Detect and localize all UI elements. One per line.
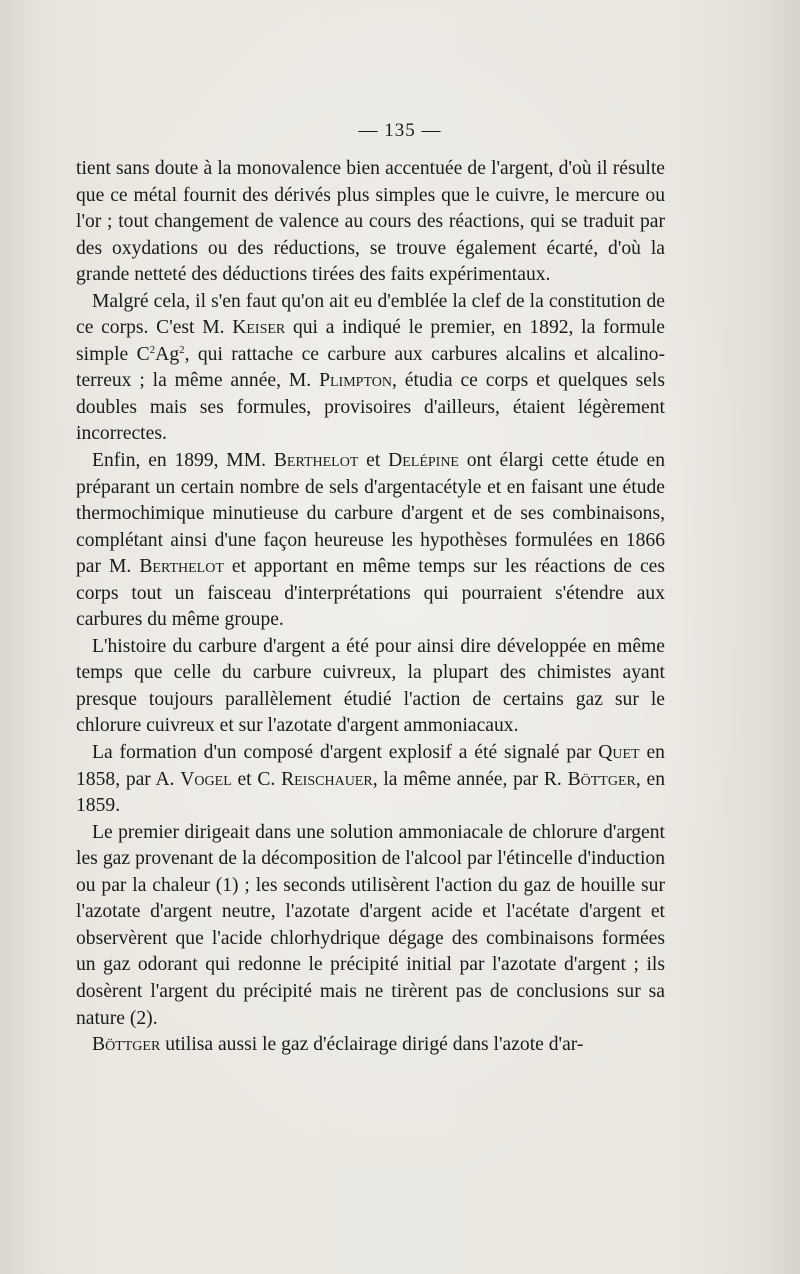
text-run: Enfin, en 1899, MM. bbox=[92, 450, 274, 472]
superscript: 2 bbox=[149, 343, 156, 356]
text-run: et apportant en même temps sur les réactions de ces corps tout un faisceau d'interprétations qui pourraient s'étendre aux carbures du même groupe. bbox=[76, 556, 665, 631]
author-name: Plimpton bbox=[319, 370, 392, 392]
text-run: , étudia ce corps et quelques sels doubles mais ses formules, provisoires d'ailleurs, étaient légèrement incorrectes. bbox=[76, 370, 665, 445]
text-run: , la même année, par R. bbox=[372, 768, 568, 790]
author-name: Quet bbox=[598, 742, 640, 764]
text-run: tient sans doute à la monovalence bien accentuée de l'argent, d'où il résulte que ce métal fournit des dérivés plus simples que le cuivre, le mercure ou l'or ; tout changement de valence au cours des réactions, qui se traduit par des oxydations ou des réductions, se trouve également écarté, d'où la grande netteté des déductions tirées des faits expérimentaux. bbox=[76, 158, 665, 286]
text-run: utilisa aussi le gaz d'éclairage dirigé dans l'azote d'ar- bbox=[160, 1034, 584, 1056]
paragraph-p7 bbox=[76, 1032, 665, 1059]
paragraph-p6 bbox=[76, 820, 665, 1032]
text-run: et C. bbox=[231, 768, 282, 790]
body-text bbox=[76, 156, 665, 1059]
text-run: et bbox=[358, 450, 389, 472]
text-run: La formation d'un composé d'argent explosif a été signalé par bbox=[92, 742, 599, 764]
paragraph-p3 bbox=[76, 448, 665, 634]
text-run: Ag bbox=[155, 343, 180, 365]
paragraph-p2 bbox=[76, 289, 665, 448]
author-name: Berthelot bbox=[273, 450, 359, 472]
author-name: Böttger bbox=[567, 768, 636, 790]
text-run: Malgré cela, il s'en faut qu'on ait eu d'emblée la clef de la constitution de ce corps. C'est M. bbox=[76, 290, 665, 339]
text-run: Le premier dirigeait dans une solution ammoniacale de chlorure d'argent les gaz provenant de la décomposition de l'alcool par l'étincelle d'induction ou par la chaleur (1) ; les seconds utilisèrent l'action du gaz de houille sur l'azotate d'argent neutre, l'azotate d'argent acide et l'acétate d'argent et observèrent que l'acide chlorhydrique dégage des combinaisons formées un gaz odorant qui redonne le précipité initial par l'azotate d'argent ; ils dosèrent l'argent du précipité mais ne tirèrent pas de conclusions sur sa nature (2). bbox=[76, 821, 665, 1029]
author-name: Keiser bbox=[232, 317, 286, 339]
text-run: , en 1859. bbox=[76, 768, 665, 817]
author-name: Vogel bbox=[180, 768, 232, 790]
author-name: Reischauer bbox=[281, 768, 373, 790]
paragraph-p1 bbox=[76, 156, 665, 289]
superscript: 2 bbox=[179, 343, 185, 356]
text-run: qui a indiqué le premier, en 1892, la formule simple C bbox=[76, 317, 665, 365]
text-run: L'histoire du carbure d'argent a été pour ainsi dire développée en même temps que celle du carbure cuivreux, la plupart des chimistes ayant presque toujours parallèlement étudié l'action de certains gaz sur le chlorure cuivreux et sur l'azotate d'argent ammoniacaux. bbox=[76, 635, 665, 737]
author-name: Berthelot bbox=[139, 556, 224, 578]
paragraph-p5 bbox=[76, 740, 665, 820]
text-run: ont élargi cette étude en préparant un certain nombre de sels d'argentacétyle et en faisant une étude thermochimique minutieuse du carbure d'argent et de ses combinaisons, complétant ainsi d'une façon heureuse les hypothèses formulées en 1866 par M. bbox=[76, 450, 666, 578]
text-run: en 1858, par A. bbox=[76, 742, 665, 790]
paragraph-p4 bbox=[76, 634, 665, 740]
text-run: , qui rattache ce carbure aux carbures alcalins et alcalino-terreux ; la même année, M. bbox=[76, 343, 665, 392]
author-name: Böttger bbox=[92, 1034, 161, 1056]
author-name: Delépine bbox=[388, 450, 459, 472]
page-number: — 135 — bbox=[358, 120, 442, 141]
